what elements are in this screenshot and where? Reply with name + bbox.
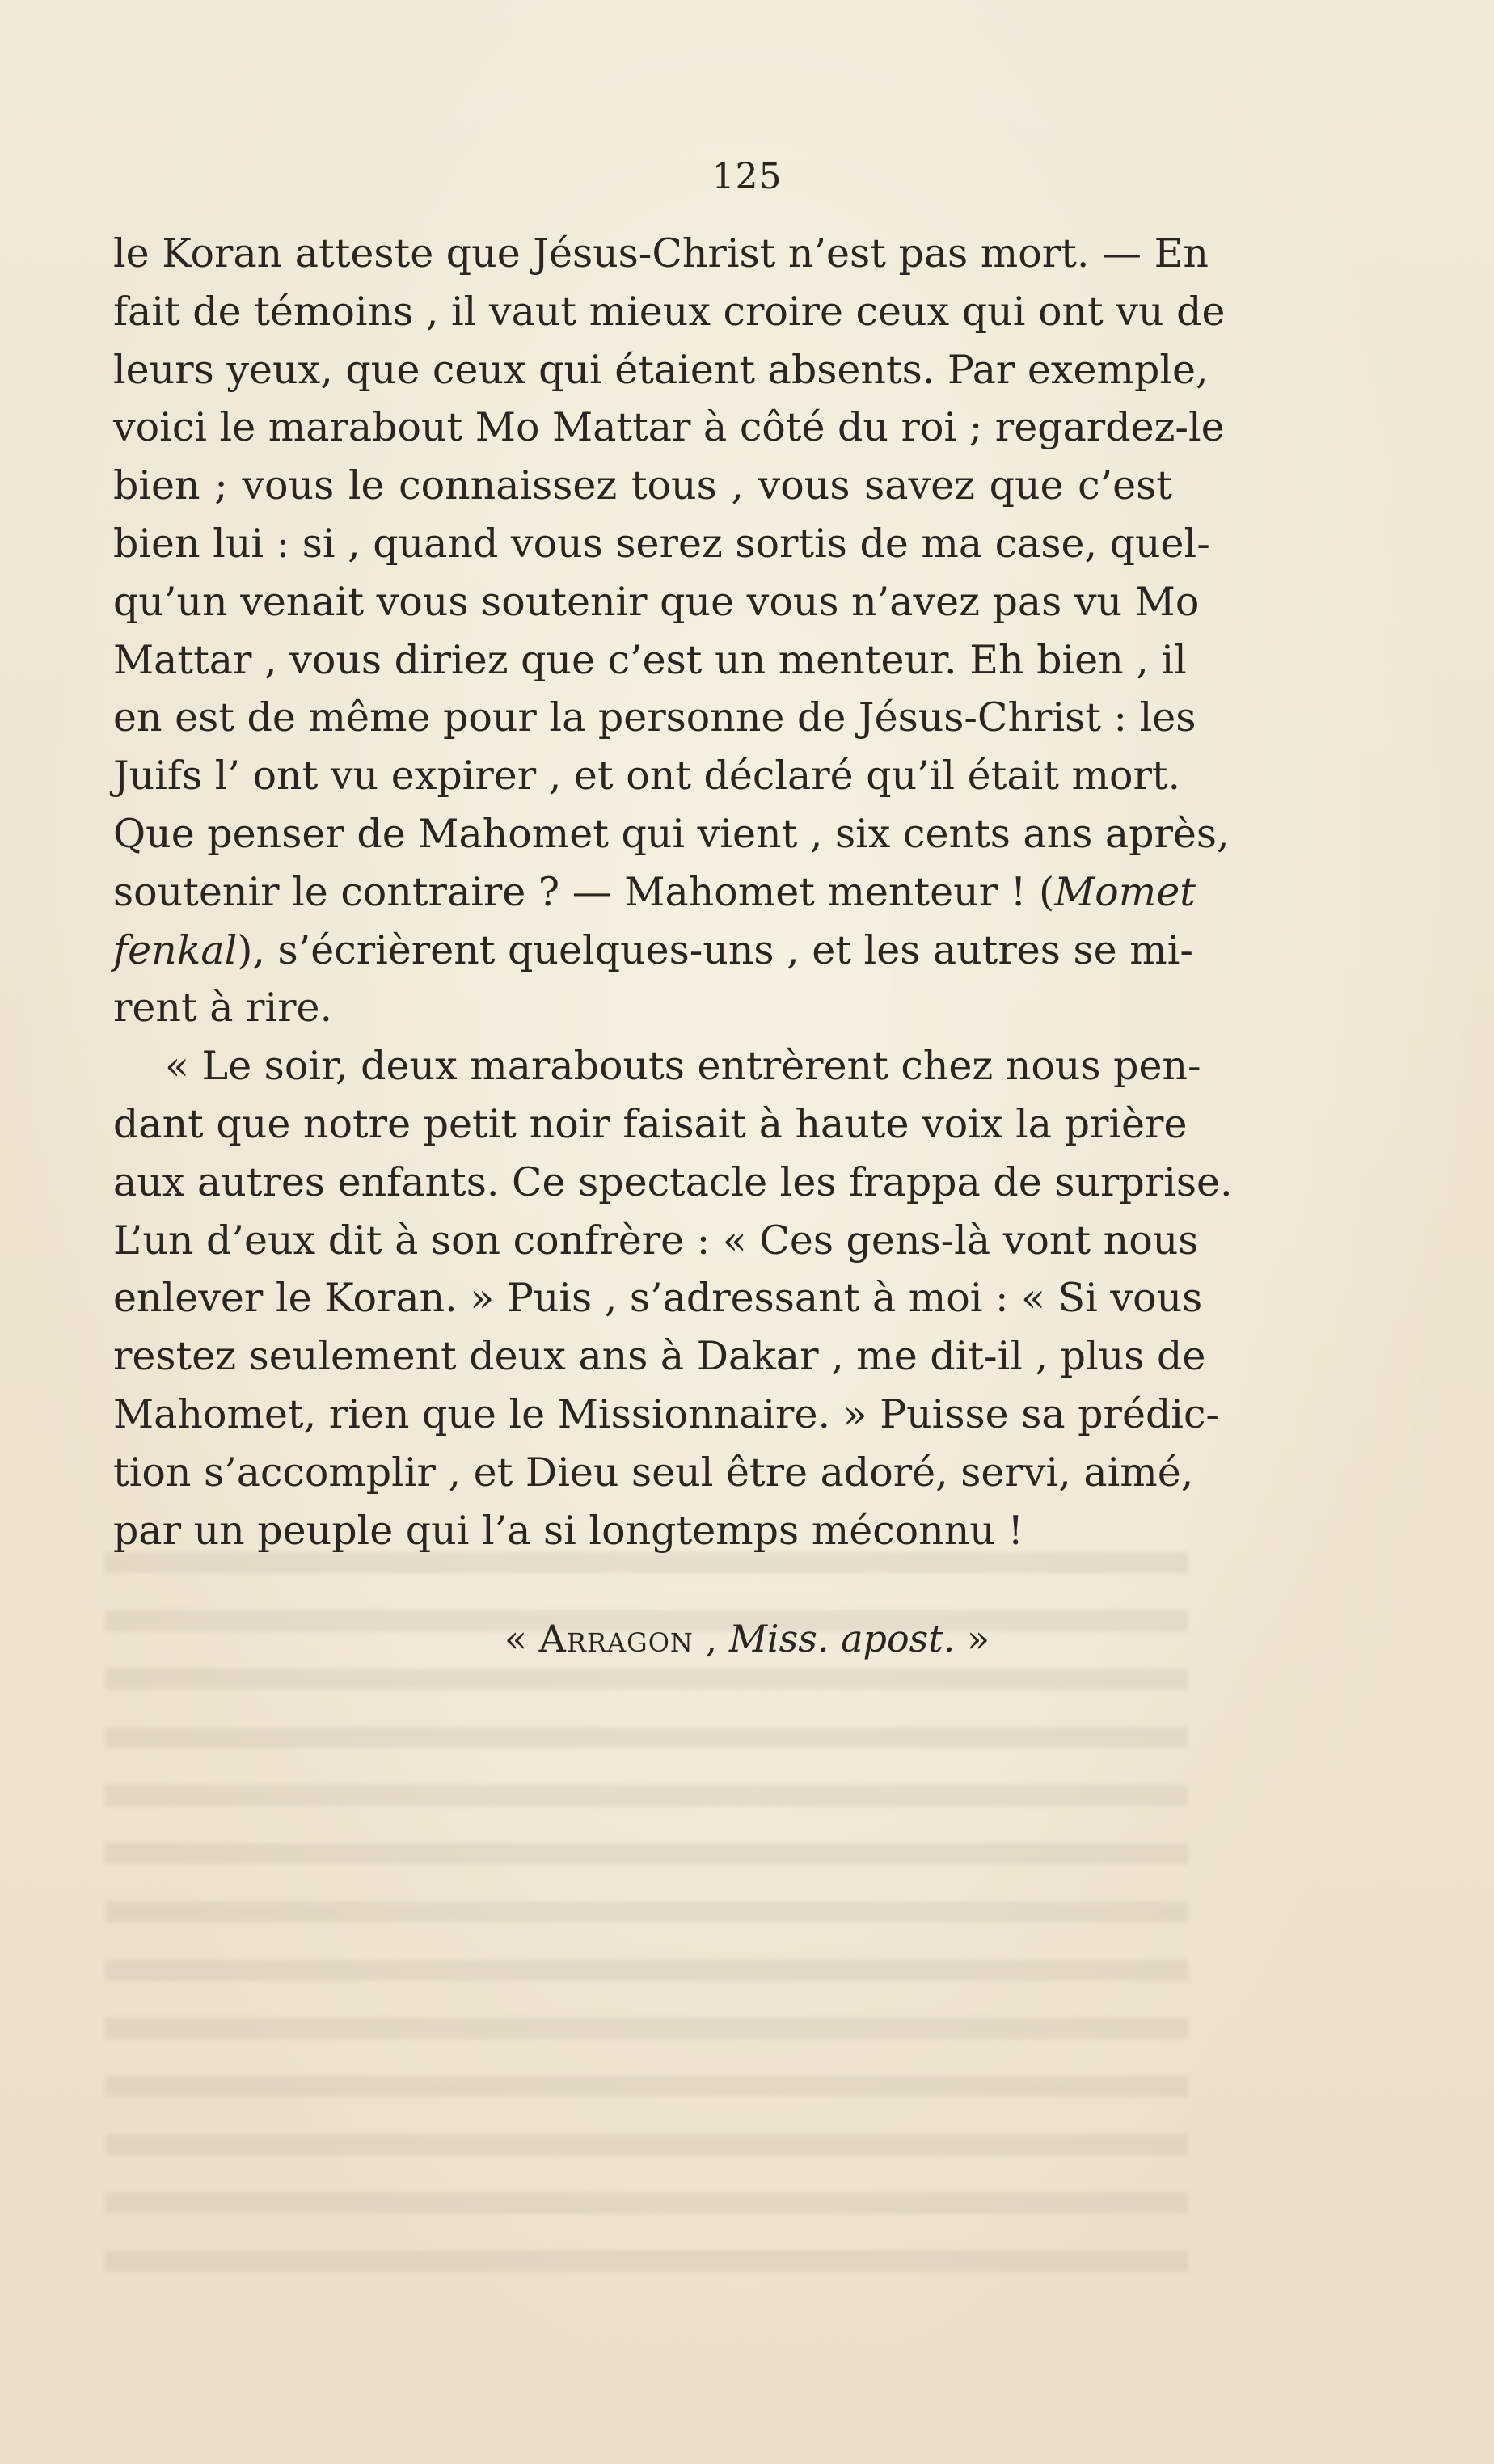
text-line-with-italic xyxy=(113,863,1196,922)
text-line: aux autres enfants. Ce spectacle les frappa de surprise. xyxy=(113,1158,1233,1205)
text-line: L’un d’eux dit à son confrère : « Ces gens-là vont nous xyxy=(113,1217,1199,1264)
text-line: « Le soir, deux marabouts entrèrent chez nous pen- xyxy=(165,1043,1201,1090)
separator: , xyxy=(705,1617,718,1660)
text-line: enlever le Koran. » Puis , s’adressant à moi : « Si vous xyxy=(113,1275,1203,1322)
italic-phrase: fenkal xyxy=(113,926,238,973)
text-line: tion s’accomplir , et Dieu seul être adoré, servi, aimé, xyxy=(113,1449,1194,1496)
text-line: en est de même pour la personne de Jésus-Christ : les xyxy=(113,694,1196,741)
author-title: Miss. apost. xyxy=(728,1617,956,1660)
text-line: bien ; vous le connaissez tous , vous savez que c’est xyxy=(113,462,1172,509)
text-line: leurs yeux, que ceux qui étaient absents. Par exemple, xyxy=(113,346,1209,393)
text-line: par un peuple qui l’a si longtemps méconnu ! xyxy=(113,1507,1024,1554)
text-fragment: soutenir le contraire ? — Mahomet menteur ! ( xyxy=(113,868,1055,915)
text-line: Que penser de Mahomet qui vient , six cents ans après, xyxy=(113,810,1230,857)
close-quote: » xyxy=(967,1617,990,1660)
text-line: Mahomet, rien que le Missionnaire. » Puisse sa prédic- xyxy=(113,1390,1219,1437)
open-quote: « xyxy=(504,1617,527,1660)
text-line: qu’un venait vous soutenir que vous n’avez pas vu Mo xyxy=(113,578,1200,625)
text-fragment: ), s’écrièrent quelques-uns , et les autres se mi- xyxy=(237,926,1193,973)
page-number: 125 xyxy=(711,156,783,197)
show-through-texture xyxy=(105,1552,1188,2280)
text-line: Juifs l’ ont vu expirer , et ont déclaré qu’il était mort. xyxy=(113,753,1181,800)
body-text xyxy=(113,225,1233,1559)
italic-phrase: Momet xyxy=(1054,868,1196,915)
text-line: Mattar , vous diriez que c’est un menteur. Eh bien , il xyxy=(113,636,1187,683)
signature xyxy=(0,1617,1494,1660)
text-line: voici le marabout Mo Mattar à côté du roi ; regardez-le xyxy=(113,404,1225,451)
text-line: restez seulement deux ans à Dakar , me dit-il , plus de xyxy=(113,1333,1206,1380)
text-line: bien lui : si , quand vous serez sortis de ma case, quel- xyxy=(113,520,1210,567)
text-line: fait de témoins , il vaut mieux croire ceux qui ont vu de xyxy=(113,288,1226,335)
author-name: Arragon xyxy=(538,1617,694,1660)
text-line: dant que notre petit noir faisait à haute voix la prière xyxy=(113,1100,1188,1147)
text-line: le Koran atteste que Jésus-Christ n’est pas mort. — En xyxy=(113,230,1209,276)
text-line: rent à rire. xyxy=(113,985,333,1032)
text-line-with-italic xyxy=(113,922,1193,980)
